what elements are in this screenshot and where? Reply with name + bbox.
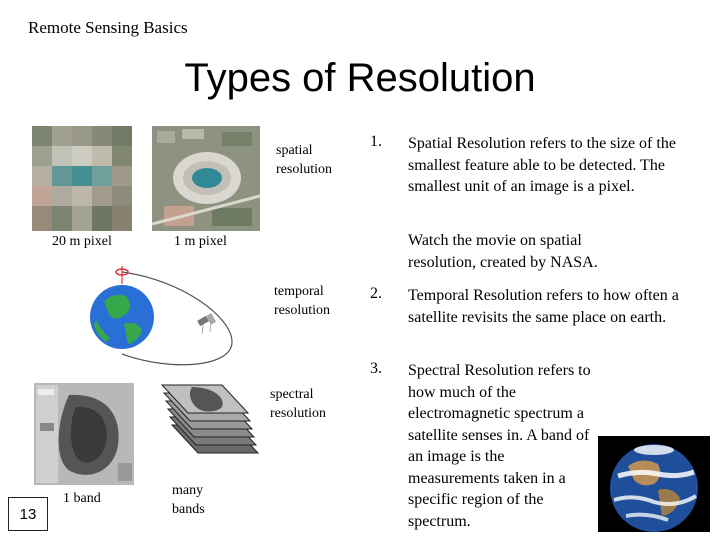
single-band-image: [34, 383, 134, 485]
spatial-resolution-label: spatial resolution: [276, 143, 332, 177]
item-2-number: 2.: [370, 285, 382, 302]
multi-band-stack: [152, 383, 264, 487]
earth-photo: [598, 436, 710, 532]
item-1-text: Spatial Resolution refers to the size of the smallest feature able to be detected. The smallest unit of an image is a pixel.: [408, 135, 676, 195]
nasa-movie-link[interactable]: Watch the movie on spatial resolution, created by NASA.: [408, 232, 598, 271]
satellite-image-1m: [152, 126, 260, 231]
caption-many-bands: many bands: [172, 483, 205, 517]
page-number: 13: [8, 497, 48, 531]
orbit-diagram: [82, 262, 260, 374]
item-1-number: 1.: [370, 133, 382, 150]
slide-title: Types of Resolution: [184, 56, 536, 100]
item-3-number: 3.: [370, 360, 382, 377]
satellite-image-20m: [32, 126, 132, 231]
item-2-text: Temporal Resolution refers to how often a satellite revisits the same place on earth.: [408, 287, 679, 326]
item-3-text: Spectral Resolution refers to how much of the electromagnetic spectrum a satellite senses in. A band of an image is the measurements taken in a specific region of the spectrum.: [408, 362, 591, 530]
caption-1-band: 1 band: [63, 491, 101, 506]
caption-1m-pixel: 1 m pixel: [174, 234, 227, 249]
temporal-resolution-label: temporal resolution: [274, 284, 330, 318]
slide-header: Remote Sensing Basics: [28, 18, 188, 37]
spectral-resolution-label: spectral resolution: [270, 387, 326, 421]
caption-20m-pixel: 20 m pixel: [52, 234, 112, 249]
